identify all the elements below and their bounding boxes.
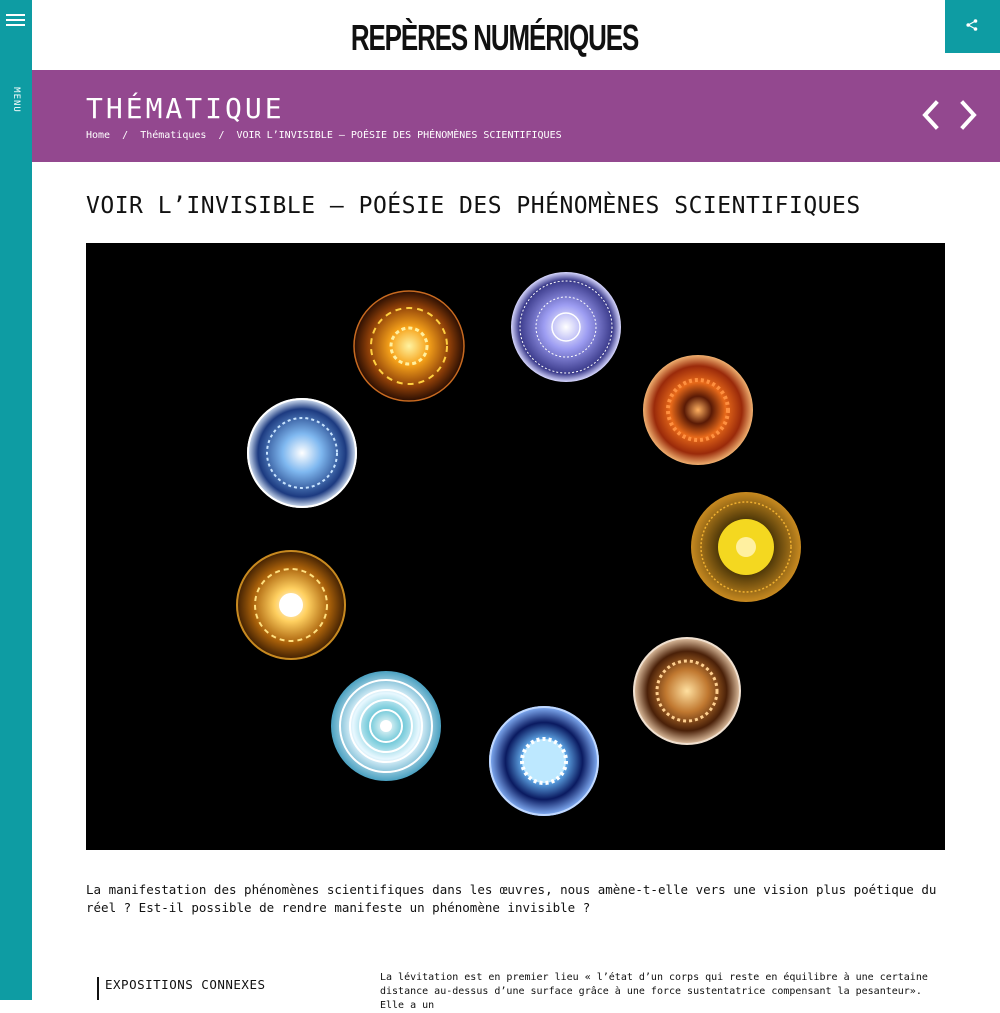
breadcrumb-thematiques[interactable]: Thématiques (140, 130, 207, 141)
section-banner (32, 70, 1000, 162)
breadcrumb-separator: / (122, 130, 129, 141)
hero-image (86, 243, 945, 850)
chevron-left-icon (919, 100, 943, 130)
breadcrumb-home[interactable]: Home (86, 130, 111, 141)
share-icon (966, 19, 978, 31)
hamburger-icon[interactable] (6, 12, 26, 28)
breadcrumb-separator: / (218, 130, 225, 141)
page-title: VOIR L’INVISIBLE — POÉSIE DES PHÉNOMÈNES SCIENTIFIQUES (86, 193, 861, 219)
menu-label[interactable]: MENU (11, 87, 21, 113)
related-exhibitions-heading: EXPOSITIONS CONNEXES (97, 977, 266, 1000)
breadcrumb-current: VOIR L’INVISIBLE — POÉSIE DES PHÉNOMÈNES SCIENTIFIQUES (236, 130, 562, 141)
share-button[interactable] (945, 0, 1000, 53)
site-logo[interactable]: REPÈRES NUMÉRIQUES (350, 17, 639, 58)
next-button[interactable] (956, 100, 980, 130)
menu-rail[interactable] (0, 0, 32, 1000)
previous-button[interactable] (919, 100, 943, 130)
breadcrumb (86, 130, 562, 141)
section-title: THÉMATIQUE (86, 92, 285, 125)
intro-paragraph: La manifestation des phénomènes scientifiques dans les œuvres, nous amène-t-elle vers une vision plus poétique du réel ? Est-il possible de rendre manifeste un phénomène invisible ? (86, 882, 937, 915)
body-paragraph: La lévitation est en premier lieu « l’état d’un corps qui reste en équilibre à une certaine distance au-dessus d’une surface grâce à une force sustentatrice compensant la pesanteur». Elle a un (380, 972, 928, 1011)
chevron-right-icon (956, 100, 980, 130)
